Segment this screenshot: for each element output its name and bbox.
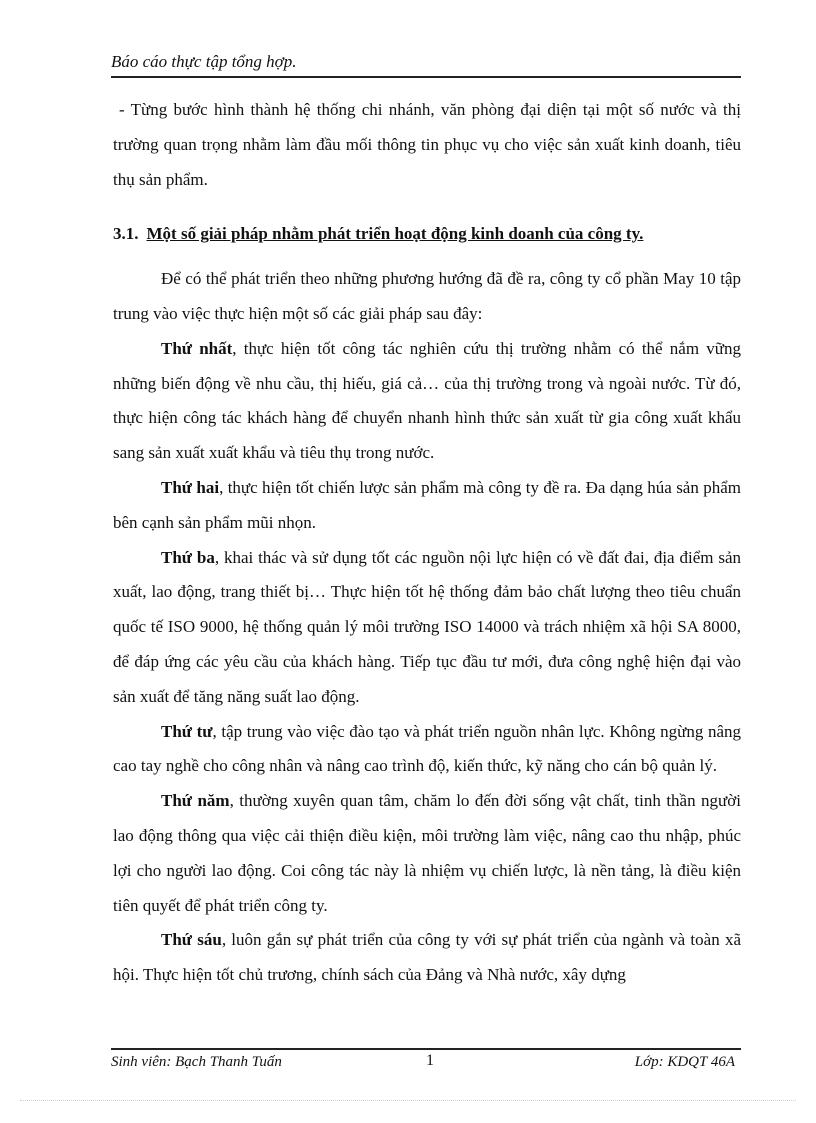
item-text: , khai thác và sử dụng tốt các nguồn nội lực hiện có về đất đai, địa điểm sản xuất, lao động, trang thiết bị… Thực hiện tốt hệ thống đảm bảo chất lượng theo tiêu chuẩn quốc tế ISO 9000, hệ thống quản lý môi trường ISO 14000 và trách nhiệm xã hội SA 8000, để đáp ứng các yêu cầu của khách hàng. Tiếp tục đầu tư mới, đưa công nghệ hiện đại vào sản xuất để tăng năng suất lao động.	[113, 547, 741, 706]
page-bottom-dotted-line	[20, 1100, 796, 1101]
page-number: 1	[426, 1052, 434, 1069]
page-header: Báo cáo thực tập tổng hợp.	[111, 52, 297, 71]
document-body	[113, 93, 741, 993]
item-text: , tập trung vào việc đào tạo và phát triển nguồn nhân lực. Không ngừng nâng cao tay nghề cho công nhân và nâng cao trình độ, kiến thức, kỹ năng cho cán bộ quản lý.	[113, 721, 742, 776]
item-label: Thứ năm	[161, 791, 230, 811]
paragraph-item-3	[113, 541, 741, 715]
item-text: , thường xuyên quan tâm, chăm lo đến đời sống vật chất, tinh thần người lao động thông qua việc cải thiện điều kiện, môi trường làm việc, nâng cao thu nhập, phúc lợi cho người lao động. Coi công tác này là nhiệm vụ chiến lược, là nền tảng, là điều kiện tiên quyết để phát triển công ty.	[113, 791, 741, 915]
bullet-paragraph: - Từng bước hình thành hệ thống chi nhánh, văn phòng đại diện tại một số nước và thị trường quan trọng nhằm làm đầu mối thông tin phục vụ cho việc sản xuất kinh doanh, tiêu thụ sản phẩm.	[113, 100, 741, 189]
item-text: , luôn gắn sự phát triển của công ty với sự phát triển của ngành và toàn xã hội. Thực hiện tốt chủ trương, chính sách của Đảng và Nhà nước, xây dựng	[113, 930, 741, 985]
page-footer	[111, 1054, 741, 1076]
paragraph-item-6	[113, 923, 741, 993]
paragraph-item-2	[113, 471, 741, 541]
item-label: Thứ sáu	[161, 930, 222, 950]
footer-student: Sinh viên: Bạch Thanh Tuấn	[111, 1054, 282, 1070]
item-label: Thứ hai	[161, 477, 220, 497]
item-label: Thứ ba	[161, 547, 215, 567]
paragraph-item-4	[113, 715, 741, 785]
header-divider	[111, 76, 741, 78]
item-text: , thực hiện tốt chiến lược sản phẩm mà công ty đề ra. Đa dạng húa sản phẩm bên cạnh sản phẩm mũi nhọn.	[113, 477, 741, 532]
footer-class: Lớp: KDQT 46A	[634, 1054, 735, 1070]
section-number: 3.1.	[113, 224, 139, 244]
footer-divider	[111, 1048, 741, 1050]
paragraph-item-1	[113, 332, 741, 471]
paragraph-item-5	[113, 784, 741, 923]
item-text: , thực hiện tốt công tác nghiên cứu thị trường nhằm có thể nắm vững những biến động về nhu cầu, thị hiếu, giá cả… của thị trường trong và ngoài nước. Từ đó, thực hiện công tác khách hàng để chuyển nhanh hình thức sản xuất từ gia công xuất khẩu sang sản xuất xuất khẩu và tiêu thụ trong nước.	[113, 338, 741, 463]
section-heading	[113, 217, 741, 252]
section-title: Một số giải pháp nhằm phát triển hoạt động kinh doanh của công ty.	[146, 224, 644, 244]
item-label: Thứ nhất	[161, 338, 233, 358]
intro-paragraph: Để có thể phát triển theo những phương hướng đã đề ra, công ty cổ phần May 10 tập trung vào việc thực hiện một số các giải pháp sau đây:	[113, 269, 741, 323]
item-label: Thứ tư	[161, 721, 213, 741]
